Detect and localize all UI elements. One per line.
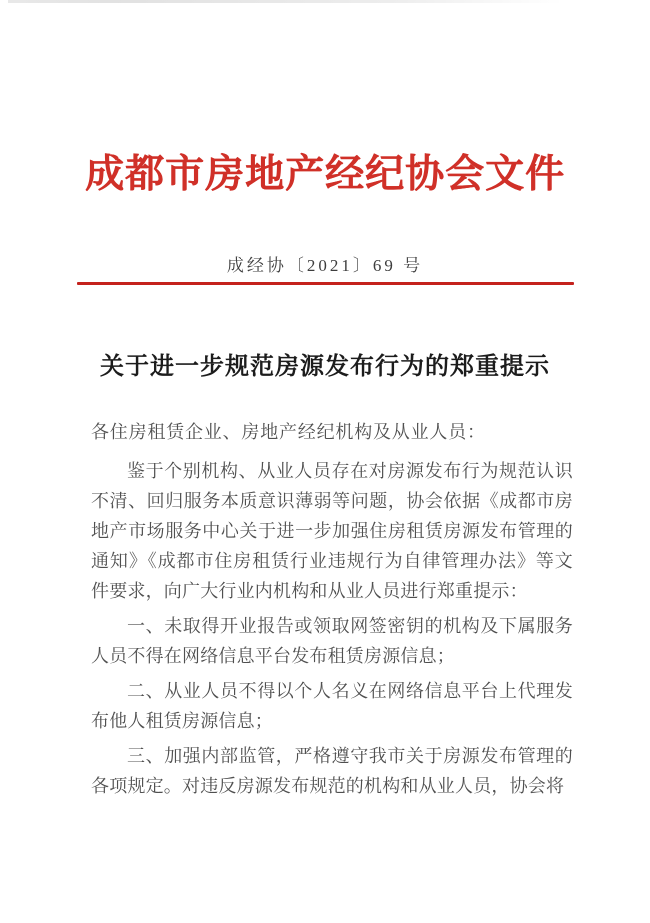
document-title: 关于进一步规范房源发布行为的郑重提示 bbox=[100, 353, 550, 380]
document-body bbox=[91, 417, 573, 801]
salutation-line: 各住房租赁企业、房地产经纪机构及从业人员： bbox=[91, 421, 486, 442]
letterhead-title: 成都市房地产经纪协会文件 bbox=[84, 153, 565, 196]
document-number: 成经协〔2021〕69 号 bbox=[226, 255, 424, 275]
red-divider-line bbox=[77, 282, 574, 285]
body-paragraph-item-3: 三、加强内部监管，严格遵守我市关于房源发布管理的各项规定。对违反房源发布规范的机构和从业人员，协会将 bbox=[91, 745, 573, 796]
body-paragraph-intro: 鉴于个别机构、从业人员存在对房源发布行为规范认识不清、回归服务本质意识薄弱等问题，协会依据《成都市房地产市场服务中心关于进一步加强住房租赁房源发布管理的通知》《成都市住房租赁行业违规行为自律管理办法》等文件要求，向广大行业内机构和从业人员进行郑重提示： bbox=[91, 460, 573, 601]
body-paragraph-item-2: 二、从业人员不得以个人名义在网络信息平台上代理发布他人租赁房源信息； bbox=[91, 680, 573, 731]
scan-edge-artifact bbox=[8, 0, 563, 3]
body-paragraph-item-1: 一、未取得开业报告或领取网签密钥的机构及下属服务人员不得在网络信息平台发布租赁房源信息； bbox=[91, 615, 573, 666]
